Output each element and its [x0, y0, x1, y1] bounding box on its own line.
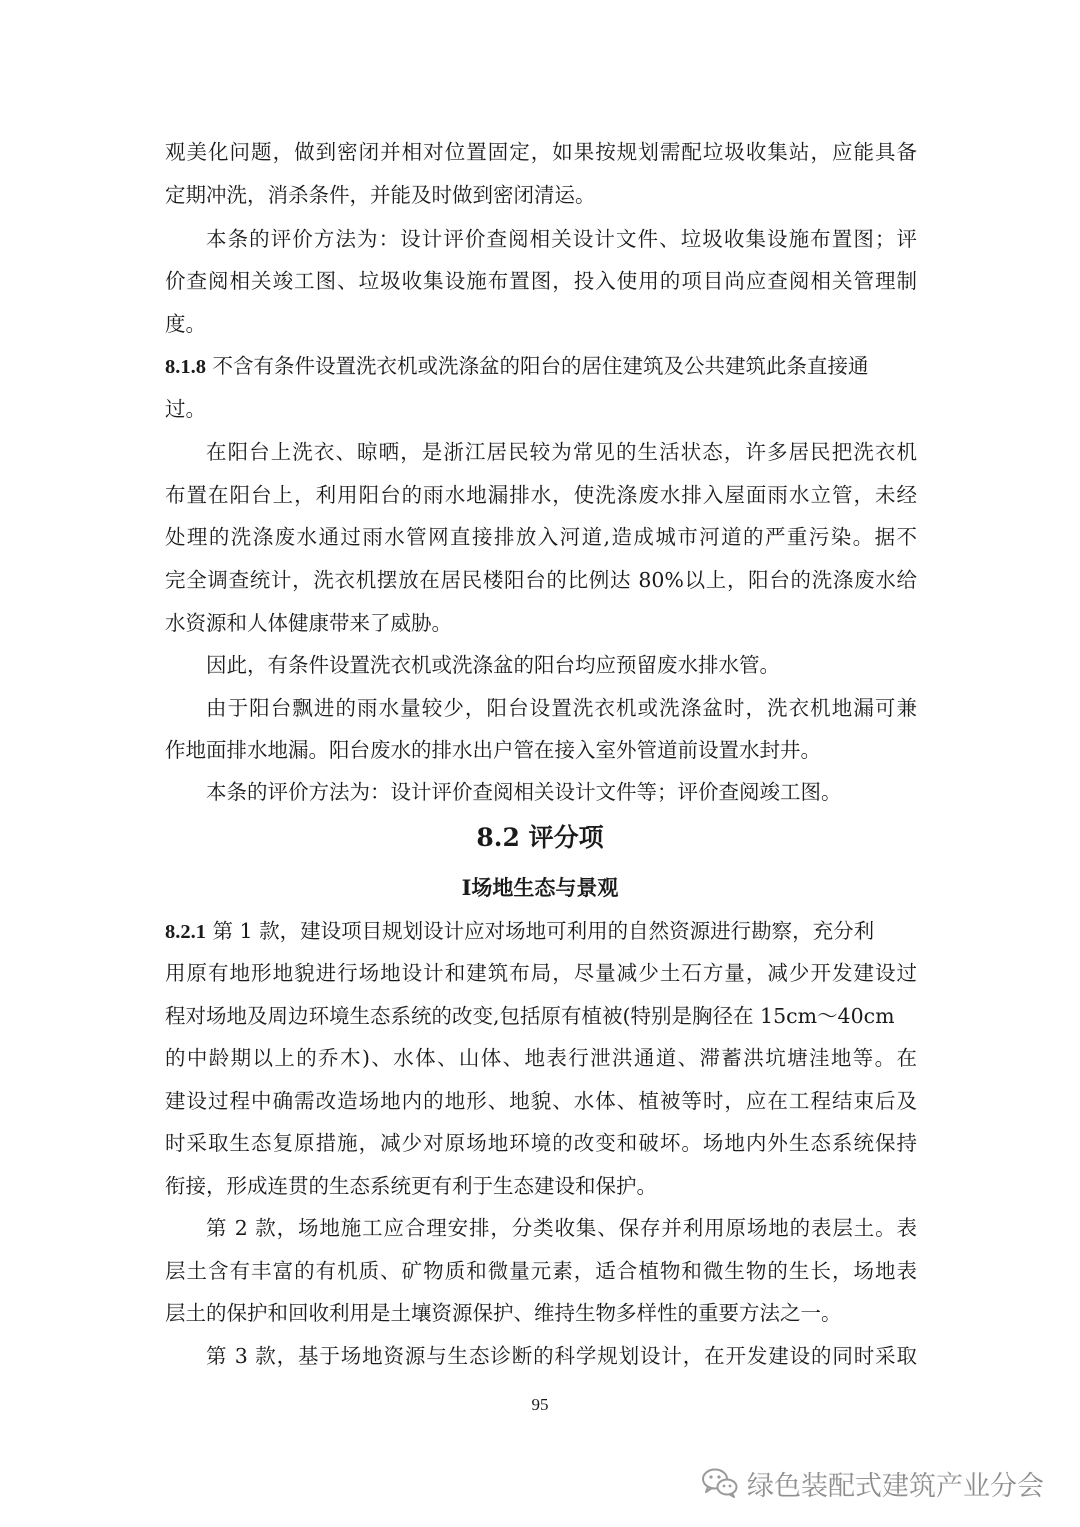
paragraph-line: 处理的洗涤废水通过雨水管网直接排放入河道,造成城市河道的严重污染。据不	[165, 525, 917, 549]
page-number: 95	[531, 1395, 549, 1414]
paragraph-line: 程对场地及周边环境生态系统的改变,包括原有植被(特别是胸径在 15cm～40cm	[165, 1004, 895, 1028]
wechat-icon	[701, 1467, 739, 1499]
paragraph-line: 层土含有丰富的有机质、矿物质和微量元素，适合植物和微生物的生长，场地表	[165, 1259, 917, 1283]
watermark-text: 绿色装配式建筑产业分会	[747, 1470, 1044, 1502]
clause-line	[165, 351, 917, 381]
clause-line	[165, 916, 917, 946]
paragraph-line: 建设过程中确需改造场地内的地形、地貌、水体、植被等时，应在工程结束后及	[165, 1089, 917, 1113]
paragraph-line: 时采取生态复原措施，减少对原场地环境的改变和破坏。场地内外生态系统保持	[165, 1131, 917, 1155]
watermark	[701, 1463, 1044, 1503]
paragraph-line: 水资源和人体健康带来了威胁。	[165, 611, 452, 635]
clause-number: 8.1.8	[165, 356, 206, 378]
clause-number: 8.2.1	[165, 921, 206, 943]
paragraph-line: 过。	[165, 397, 206, 421]
paragraph-line: 因此，有条件设置洗衣机或洗涤盆的阳台均应预留废水排水管。	[206, 653, 780, 677]
section-heading: 8.2 评分项	[476, 823, 604, 852]
paragraph-line: 由于阳台飘进的雨水量较少，阳台设置洗衣机或洗涤盆时，洗衣机地漏可兼	[206, 696, 917, 720]
paragraph-line: 完全调查统计，洗衣机摆放在居民楼阳台的比例达 80%以上，阳台的洗涤废水给	[165, 568, 917, 592]
subsection-heading: Ⅰ场地生态与景观	[461, 875, 619, 900]
clause-text: 第 1 款，建设项目规划设计应对场地可利用的自然资源进行勘察，充分利	[212, 919, 875, 943]
paragraph-line: 第 2 款，场地施工应合理安排，分类收集、保存并利用原场地的表层土。表	[206, 1216, 917, 1240]
paragraph-line: 本条的评价方法为：设计评价查阅相关设计文件、垃圾收集设施布置图；评	[206, 227, 917, 251]
paragraph-line: 定期冲洗，消杀条件，并能及时做到密闭清运。	[165, 183, 596, 207]
clause-text: 不含有条件设置洗衣机或洗涤盆的阳台的居住建筑及公共建筑此条直接通	[212, 354, 869, 378]
paragraph-line: 衔接，形成连贯的生态系统更有利于生态建设和保护。	[165, 1174, 657, 1198]
paragraph-line: 价查阅相关竣工图、垃圾收集设施布置图，投入使用的项目尚应查阅相关管理制	[165, 269, 917, 293]
paragraph-line: 第 3 款，基于场地资源与生态诊断的科学规划设计，在开发建设的同时采取	[206, 1344, 917, 1368]
paragraph-line: 度。	[165, 312, 206, 336]
paragraph-line: 本条的评价方法为：设计评价查阅相关设计文件等；评价查阅竣工图。	[206, 780, 842, 804]
paragraph-line: 在阳台上洗衣、晾晒，是浙江居民较为常见的生活状态，许多居民把洗衣机	[206, 440, 917, 464]
paragraph-line: 作地面排水地漏。阳台废水的排水出户管在接入室外管道前设置水封井。	[165, 738, 821, 762]
paragraph-line: 用原有地形地貌进行场地设计和建筑布局，尽量减少土石方量，减少开发建设过	[165, 961, 917, 985]
paragraph-line: 层土的保护和回收利用是土壤资源保护、维持生物多样性的重要方法之一。	[165, 1301, 842, 1325]
paragraph-line: 的中龄期以上的乔木)、水体、山体、地表行泄洪通道、滞蓄洪坑塘洼地等。在	[165, 1046, 917, 1070]
paragraph-line: 布置在阳台上，利用阳台的雨水地漏排水，使洗涤废水排入屋面雨水立管，未经	[165, 483, 917, 507]
paragraph-line: 观美化问题，做到密闭并相对位置固定，如果按规划需配垃圾收集站，应能具备	[165, 140, 917, 164]
